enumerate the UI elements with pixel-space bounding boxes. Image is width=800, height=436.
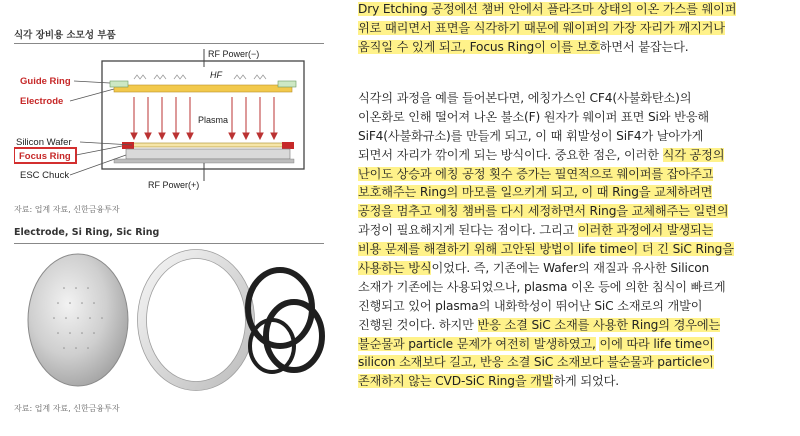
silicon-wafer	[132, 143, 284, 147]
esc-chuck	[126, 149, 290, 159]
body-text: 과정이 필요해지게 된다는 점이다. 그리고	[358, 223, 578, 238]
guide-ring-left	[110, 81, 128, 87]
highlighted-text: 난이도 상승과 에칭 공정 횟수 증가는 필연적으로 웨이퍼를 잡아주고	[358, 166, 714, 181]
highlighted-text: 이에 따라 life time이	[599, 336, 714, 351]
text-line	[358, 316, 734, 335]
highlighted-text: 움직일 수 있게 되고, Focus Ring이 이를 보호	[358, 39, 600, 54]
figure1-source: 자료: 업계 자료, 신한금융투자	[14, 205, 120, 214]
highlighted-text: 공정을 멈추고 에칭 챔버를 다시 세정하면서 Ring을 교체해주는 일련의	[358, 204, 729, 219]
plasma-label: Plasma	[198, 115, 229, 125]
text-line	[358, 372, 734, 391]
text-line	[358, 202, 734, 221]
sic-rings	[248, 270, 322, 372]
text-column	[352, 0, 800, 436]
figure2-title: Electrode, Si Ring, Sic Ring	[14, 227, 160, 238]
text-line	[358, 108, 734, 127]
body-text: 진행되고 있어 plasma의 내화학성이 뛰어난 SiC 소재로의 개발이	[358, 298, 703, 313]
highlighted-text: 이러한 과정에서 발생되는	[577, 223, 714, 238]
paragraph-2	[358, 89, 734, 391]
highlighted-text: 불순물과 particle 문제가 여전히 발생하였고,	[358, 336, 596, 351]
highlighted-text: Dry Etching 공정에선 챔버 안에서 플라즈마 상태의 이온 가스를 웨이퍼	[358, 2, 737, 16]
body-text: 소재가 기존에는 사용되었으나, plasma 이온 등에 의한 침식이 빠르게	[358, 279, 726, 294]
esc-chuck-label: ESC Chuck	[20, 170, 70, 181]
text-line	[358, 19, 736, 38]
body-text: 이었다. 즉, 기존에는 Wafer의 재질과 유사한 Silicon	[431, 261, 710, 276]
body-text: 되면서 자리가 깎이게 되는 방식이다. 중요한 점은, 이러한	[358, 147, 663, 162]
electrode-disc	[28, 254, 128, 386]
body-text: 하게 되었다.	[553, 374, 620, 389]
text-line	[358, 259, 734, 278]
figure2-source: 자료: 업계 자료, 신한금융투자	[14, 404, 120, 413]
body-text: 식각의 과정을 예를 들어본다면, 에칭가스인 CF4(사불화탄소)의	[358, 91, 692, 105]
text-line	[358, 127, 734, 146]
highlighted-text: 보호해주는 Ring의 마모를 일으키게 되고, 이 때 Ring을 교체하려면	[358, 185, 713, 200]
focus-ring-left	[122, 142, 134, 149]
highlighted-text: 반응 소결 SiC 소재를 사용한 Ring의 경우에는	[477, 317, 721, 332]
text-line	[358, 221, 734, 240]
text-line	[358, 240, 734, 259]
si-ring	[142, 254, 250, 386]
highlighted-text: 위로 때리면서 표면을 식각하기 때문에 웨이퍼의 가장 자리가 깨지거나	[358, 20, 725, 35]
text-line	[358, 89, 734, 108]
text-line	[358, 0, 736, 19]
chamber-base	[114, 159, 294, 163]
body-text: 이온화로 인해 떨어져 나온 불소(F) 원자가 웨이퍼 표면 Si와 반응해	[358, 109, 709, 124]
highlighted-text: 존재하지 않는 CVD-SiC Ring을 개발	[358, 374, 554, 389]
text-line	[358, 165, 734, 184]
gas-squiggles	[134, 75, 266, 79]
text-line	[358, 146, 734, 165]
ring-parts-photo	[14, 248, 326, 393]
figure2-title-rule	[14, 243, 324, 244]
paragraph-1	[358, 0, 736, 57]
figure1-title: 식각 장비용 소모성 부품	[14, 30, 116, 41]
highlighted-text: silicon 소재보다 길고, 반응 소결 SiC 소재보다 불순물과 particle이	[358, 355, 714, 370]
text-line	[358, 278, 734, 297]
focus-ring-label: Focus Ring	[19, 151, 71, 162]
etching-chamber-diagram	[14, 47, 326, 197]
figure-column	[0, 0, 340, 436]
figure1-title-rule	[14, 43, 324, 44]
text-line	[358, 353, 734, 372]
text-line	[358, 297, 734, 316]
body-text: 진행된 것이다. 하지만	[358, 317, 478, 332]
text-line	[358, 335, 734, 354]
hf-label: HF	[210, 70, 222, 80]
body-text: SiF4(사불화규소)를 만들게 되고, 이 때 휘발성이 SiF4가 날아가게	[358, 128, 704, 143]
silicon-wafer-label: Silicon Wafer	[16, 137, 72, 148]
electrode-label: Electrode	[20, 96, 64, 107]
upper-electrode	[114, 85, 292, 92]
highlighted-text: 식각 공정의	[662, 147, 725, 162]
text-line	[358, 183, 734, 202]
body-text: 하면서 붙잡는다.	[599, 39, 689, 54]
rf-power-bottom-label: RF Power(+)	[148, 180, 200, 190]
rf-power-top-label: RF Power(−)	[208, 49, 260, 59]
highlighted-text: 비용 문제를 해결하기 위해 고안된 방법이 life time이 더 긴 SiC Ring을	[358, 242, 734, 257]
focus-ring-right	[282, 142, 294, 149]
guide-ring-right	[278, 81, 296, 87]
text-line	[358, 38, 736, 57]
guide-ring-label: Guide Ring	[20, 76, 71, 87]
highlighted-text: 사용하는 방식	[358, 261, 432, 276]
